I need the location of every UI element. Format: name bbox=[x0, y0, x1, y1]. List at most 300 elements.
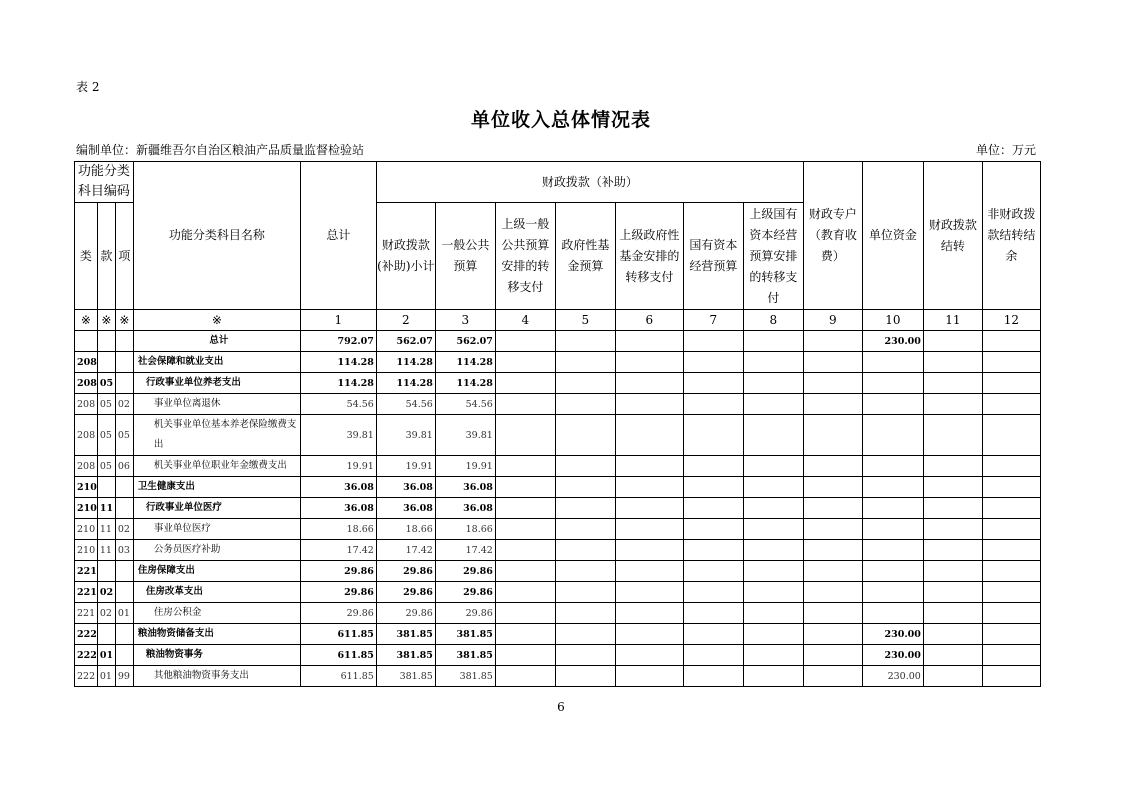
value-cell bbox=[495, 666, 555, 687]
value-cell bbox=[555, 582, 615, 603]
kuan-cell bbox=[97, 624, 115, 645]
total-header: 总计 bbox=[300, 162, 376, 310]
value-cell bbox=[743, 540, 803, 561]
value-cell: 114.28 bbox=[300, 352, 376, 373]
lei-cell: 208 bbox=[75, 394, 98, 415]
lei-cell: 210 bbox=[75, 498, 98, 519]
value-cell: 792.07 bbox=[300, 331, 376, 352]
kuan-cell: 02 bbox=[97, 603, 115, 624]
value-cell: 230.00 bbox=[862, 645, 923, 666]
value-cell bbox=[923, 624, 982, 645]
value-cell bbox=[743, 498, 803, 519]
value-cell: 611.85 bbox=[300, 624, 376, 645]
kuan-cell: 11 bbox=[97, 540, 115, 561]
value-cell bbox=[803, 603, 862, 624]
kuan-cell bbox=[97, 331, 115, 352]
value-cell: 381.85 bbox=[435, 645, 495, 666]
item-name-cell: 机关事业单位基本养老保险缴费支出 bbox=[133, 415, 300, 456]
lei-cell: 221 bbox=[75, 603, 98, 624]
lei-cell: 221 bbox=[75, 561, 98, 582]
lei-cell: 222 bbox=[75, 624, 98, 645]
value-cell bbox=[683, 456, 743, 477]
num-cell: 1 bbox=[300, 310, 376, 331]
num-cell: 8 bbox=[743, 310, 803, 331]
table-row bbox=[75, 645, 1041, 666]
kuan-cell: 05 bbox=[97, 456, 115, 477]
table-row bbox=[75, 456, 1041, 477]
value-cell bbox=[923, 498, 982, 519]
xiang-cell: 02 bbox=[115, 394, 133, 415]
lei-header: 类 bbox=[75, 203, 98, 310]
page-number: 6 bbox=[557, 700, 565, 714]
value-cell bbox=[923, 519, 982, 540]
num-cell: 11 bbox=[923, 310, 982, 331]
value-cell: 39.81 bbox=[376, 415, 435, 456]
value-cell bbox=[683, 519, 743, 540]
value-cell: 54.56 bbox=[300, 394, 376, 415]
col5-header: 政府性基金预算 bbox=[555, 203, 615, 310]
xiang-cell bbox=[115, 561, 133, 582]
table-row bbox=[75, 561, 1041, 582]
value-cell: 114.28 bbox=[435, 373, 495, 394]
col7-header: 国有资本经营预算 bbox=[683, 203, 743, 310]
value-cell bbox=[495, 352, 555, 373]
value-cell bbox=[743, 394, 803, 415]
value-cell bbox=[495, 415, 555, 456]
value-cell bbox=[982, 540, 1040, 561]
value-cell bbox=[982, 582, 1040, 603]
value-cell bbox=[743, 561, 803, 582]
value-cell bbox=[923, 666, 982, 687]
value-cell bbox=[555, 331, 615, 352]
lei-cell: 210 bbox=[75, 477, 98, 498]
value-cell bbox=[615, 561, 683, 582]
value-cell bbox=[803, 456, 862, 477]
value-cell bbox=[743, 352, 803, 373]
xiang-cell bbox=[115, 498, 133, 519]
num-cell: 9 bbox=[803, 310, 862, 331]
value-cell bbox=[803, 561, 862, 582]
value-cell bbox=[683, 624, 743, 645]
value-cell: 230.00 bbox=[862, 624, 923, 645]
value-cell bbox=[683, 352, 743, 373]
xiang-cell bbox=[115, 477, 133, 498]
value-cell: 29.86 bbox=[300, 603, 376, 624]
value-cell bbox=[615, 331, 683, 352]
value-cell bbox=[923, 603, 982, 624]
xiang-cell: 06 bbox=[115, 456, 133, 477]
value-cell bbox=[683, 331, 743, 352]
value-cell bbox=[982, 519, 1040, 540]
value-cell bbox=[803, 624, 862, 645]
value-cell bbox=[803, 394, 862, 415]
value-cell: 39.81 bbox=[300, 415, 376, 456]
num-cell: 3 bbox=[435, 310, 495, 331]
kuan-cell: 02 bbox=[97, 582, 115, 603]
value-cell: 54.56 bbox=[376, 394, 435, 415]
value-cell: 39.81 bbox=[435, 415, 495, 456]
value-cell bbox=[555, 561, 615, 582]
value-cell bbox=[803, 540, 862, 561]
num-cell: ※ bbox=[115, 310, 133, 331]
value-cell bbox=[982, 415, 1040, 456]
value-cell: 230.00 bbox=[862, 666, 923, 687]
value-cell bbox=[555, 477, 615, 498]
value-cell bbox=[982, 394, 1040, 415]
value-cell bbox=[615, 498, 683, 519]
value-cell bbox=[555, 666, 615, 687]
value-cell: 18.66 bbox=[435, 519, 495, 540]
value-cell bbox=[615, 645, 683, 666]
value-cell bbox=[923, 582, 982, 603]
value-cell bbox=[923, 540, 982, 561]
kuan-cell bbox=[97, 561, 115, 582]
item-name-cell: 住房保障支出 bbox=[133, 561, 300, 582]
value-cell bbox=[555, 603, 615, 624]
lei-cell: 222 bbox=[75, 666, 98, 687]
value-cell: 19.91 bbox=[435, 456, 495, 477]
item-name-cell: 粮油物资事务 bbox=[133, 645, 300, 666]
value-cell bbox=[555, 352, 615, 373]
value-cell bbox=[982, 561, 1040, 582]
value-cell bbox=[982, 331, 1040, 352]
value-cell bbox=[615, 477, 683, 498]
col10-header: 单位资金 bbox=[862, 162, 923, 310]
item-name-cell: 事业单位医疗 bbox=[133, 519, 300, 540]
value-cell bbox=[555, 519, 615, 540]
value-cell bbox=[615, 373, 683, 394]
value-cell bbox=[495, 624, 555, 645]
col11-header: 财政拨款结转 bbox=[923, 162, 982, 310]
kuan-cell bbox=[97, 477, 115, 498]
value-cell bbox=[803, 498, 862, 519]
item-name-cell: 住房公积金 bbox=[133, 603, 300, 624]
xiang-cell bbox=[115, 582, 133, 603]
table-row bbox=[75, 394, 1041, 415]
lei-cell: 208 bbox=[75, 352, 98, 373]
value-cell bbox=[743, 582, 803, 603]
value-cell: 17.42 bbox=[376, 540, 435, 561]
value-cell bbox=[683, 498, 743, 519]
value-cell bbox=[982, 456, 1040, 477]
fiscal-group-header: 财政拨款（补助） bbox=[376, 162, 803, 203]
value-cell bbox=[923, 394, 982, 415]
value-cell bbox=[862, 477, 923, 498]
value-cell bbox=[923, 561, 982, 582]
value-cell: 29.86 bbox=[300, 582, 376, 603]
table-row bbox=[75, 373, 1041, 394]
value-cell bbox=[555, 540, 615, 561]
value-cell: 114.28 bbox=[376, 352, 435, 373]
value-cell bbox=[862, 394, 923, 415]
value-cell bbox=[923, 331, 982, 352]
kuan-cell: 01 bbox=[97, 645, 115, 666]
item-name-cell: 公务员医疗补助 bbox=[133, 540, 300, 561]
value-cell bbox=[803, 519, 862, 540]
value-cell bbox=[555, 624, 615, 645]
unit-label: 单位：万元 bbox=[975, 143, 1036, 157]
value-cell bbox=[555, 394, 615, 415]
value-cell: 29.86 bbox=[435, 561, 495, 582]
value-cell bbox=[683, 373, 743, 394]
value-cell bbox=[803, 373, 862, 394]
item-name-cell: 行政事业单位医疗 bbox=[133, 498, 300, 519]
col9-header: 财政专户（教育收费） bbox=[803, 162, 862, 310]
value-cell bbox=[495, 394, 555, 415]
value-cell: 29.86 bbox=[435, 582, 495, 603]
lei-cell: 208 bbox=[75, 415, 98, 456]
value-cell: 36.08 bbox=[435, 477, 495, 498]
lei-cell: 210 bbox=[75, 519, 98, 540]
lei-cell: 208 bbox=[75, 373, 98, 394]
value-cell bbox=[982, 498, 1040, 519]
kuan-cell: 05 bbox=[97, 415, 115, 456]
value-cell bbox=[495, 498, 555, 519]
value-cell: 17.42 bbox=[435, 540, 495, 561]
item-name-cell: 行政事业单位养老支出 bbox=[133, 373, 300, 394]
col6-header: 上级政府性基金安排的转移支付 bbox=[615, 203, 683, 310]
value-cell bbox=[495, 561, 555, 582]
item-name-cell: 其他粮油物资事务支出 bbox=[133, 666, 300, 687]
value-cell bbox=[803, 645, 862, 666]
value-cell bbox=[982, 373, 1040, 394]
code-group-header: 功能分类科目编码 bbox=[75, 162, 134, 203]
col2-header: 财政拨款(补助)小计 bbox=[376, 203, 435, 310]
value-cell bbox=[683, 582, 743, 603]
value-cell bbox=[923, 352, 982, 373]
value-cell bbox=[683, 394, 743, 415]
lei-cell: 222 bbox=[75, 645, 98, 666]
value-cell bbox=[615, 519, 683, 540]
value-cell bbox=[743, 603, 803, 624]
kuan-header: 款 bbox=[97, 203, 115, 310]
num-cell: 2 bbox=[376, 310, 435, 331]
value-cell bbox=[803, 477, 862, 498]
value-cell bbox=[555, 456, 615, 477]
value-cell bbox=[862, 498, 923, 519]
table-row bbox=[75, 603, 1041, 624]
value-cell bbox=[862, 456, 923, 477]
table-row bbox=[75, 498, 1041, 519]
lei-cell: 210 bbox=[75, 540, 98, 561]
value-cell bbox=[495, 331, 555, 352]
value-cell: 18.66 bbox=[376, 519, 435, 540]
value-cell bbox=[862, 540, 923, 561]
value-cell bbox=[923, 456, 982, 477]
value-cell: 29.86 bbox=[435, 603, 495, 624]
kuan-cell: 01 bbox=[97, 666, 115, 687]
value-cell bbox=[923, 415, 982, 456]
value-cell bbox=[683, 477, 743, 498]
value-cell: 29.86 bbox=[376, 582, 435, 603]
value-cell: 36.08 bbox=[435, 498, 495, 519]
item-name-cell: 粮油物资储备支出 bbox=[133, 624, 300, 645]
value-cell: 230.00 bbox=[862, 331, 923, 352]
kuan-cell: 05 bbox=[97, 394, 115, 415]
item-name-cell: 事业单位离退休 bbox=[133, 394, 300, 415]
value-cell: 114.28 bbox=[300, 373, 376, 394]
value-cell: 611.85 bbox=[300, 666, 376, 687]
value-cell bbox=[495, 373, 555, 394]
org-label: 编制单位：新疆维吾尔自治区粮油产品质量监督检验站 bbox=[76, 143, 365, 157]
value-cell bbox=[923, 477, 982, 498]
num-cell: 6 bbox=[615, 310, 683, 331]
income-table bbox=[74, 161, 1041, 687]
xiang-cell bbox=[115, 645, 133, 666]
value-cell: 381.85 bbox=[376, 645, 435, 666]
item-name-cell: 总计 bbox=[133, 331, 300, 352]
value-cell: 381.85 bbox=[376, 666, 435, 687]
value-cell bbox=[615, 456, 683, 477]
xiang-cell bbox=[115, 373, 133, 394]
num-cell: 7 bbox=[683, 310, 743, 331]
value-cell bbox=[862, 373, 923, 394]
num-cell: ※ bbox=[133, 310, 300, 331]
value-cell bbox=[982, 477, 1040, 498]
value-cell bbox=[803, 415, 862, 456]
kuan-cell: 11 bbox=[97, 519, 115, 540]
value-cell: 29.86 bbox=[376, 603, 435, 624]
value-cell bbox=[743, 477, 803, 498]
xiang-cell: 02 bbox=[115, 519, 133, 540]
item-name-cell: 机关事业单位职业年金缴费支出 bbox=[133, 456, 300, 477]
value-cell bbox=[982, 603, 1040, 624]
value-cell bbox=[743, 415, 803, 456]
value-cell bbox=[683, 603, 743, 624]
kuan-cell: 05 bbox=[97, 373, 115, 394]
xiang-cell: 05 bbox=[115, 415, 133, 456]
table-row bbox=[75, 624, 1041, 645]
value-cell: 18.66 bbox=[300, 519, 376, 540]
value-cell bbox=[615, 603, 683, 624]
xiang-cell: 99 bbox=[115, 666, 133, 687]
value-cell: 29.86 bbox=[300, 561, 376, 582]
value-cell bbox=[743, 666, 803, 687]
value-cell bbox=[615, 394, 683, 415]
value-cell: 114.28 bbox=[435, 352, 495, 373]
xiang-header: 项 bbox=[115, 203, 133, 310]
col12-header: 非财政拨款结转结余 bbox=[982, 162, 1040, 310]
value-cell bbox=[803, 582, 862, 603]
value-cell: 381.85 bbox=[376, 624, 435, 645]
value-cell bbox=[495, 540, 555, 561]
value-cell bbox=[982, 666, 1040, 687]
value-cell: 36.08 bbox=[376, 498, 435, 519]
value-cell bbox=[555, 498, 615, 519]
kuan-cell bbox=[97, 352, 115, 373]
item-name-cell: 社会保障和就业支出 bbox=[133, 352, 300, 373]
item-name-cell: 卫生健康支出 bbox=[133, 477, 300, 498]
value-cell bbox=[683, 540, 743, 561]
value-cell bbox=[615, 540, 683, 561]
value-cell: 54.56 bbox=[435, 394, 495, 415]
value-cell bbox=[862, 582, 923, 603]
table-label: 表 2 bbox=[76, 80, 100, 94]
value-cell bbox=[495, 582, 555, 603]
value-cell bbox=[615, 415, 683, 456]
xiang-cell bbox=[115, 352, 133, 373]
value-cell bbox=[683, 561, 743, 582]
value-cell bbox=[862, 519, 923, 540]
num-cell: ※ bbox=[97, 310, 115, 331]
value-cell bbox=[743, 519, 803, 540]
col3-header: 一般公共预算 bbox=[435, 203, 495, 310]
lei-cell bbox=[75, 331, 98, 352]
value-cell bbox=[683, 666, 743, 687]
value-cell: 381.85 bbox=[435, 666, 495, 687]
num-cell: 4 bbox=[495, 310, 555, 331]
lei-cell: 208 bbox=[75, 456, 98, 477]
value-cell: 36.08 bbox=[300, 498, 376, 519]
value-cell: 29.86 bbox=[376, 561, 435, 582]
num-cell: 12 bbox=[982, 310, 1040, 331]
table-row bbox=[75, 415, 1041, 456]
table-row bbox=[75, 519, 1041, 540]
value-cell bbox=[615, 666, 683, 687]
name-header: 功能分类科目名称 bbox=[133, 162, 300, 310]
kuan-cell: 11 bbox=[97, 498, 115, 519]
value-cell bbox=[495, 603, 555, 624]
xiang-cell bbox=[115, 331, 133, 352]
value-cell bbox=[743, 373, 803, 394]
table-row bbox=[75, 666, 1041, 687]
value-cell bbox=[495, 519, 555, 540]
value-cell bbox=[615, 624, 683, 645]
value-cell: 611.85 bbox=[300, 645, 376, 666]
num-cell: ※ bbox=[75, 310, 98, 331]
value-cell: 36.08 bbox=[376, 477, 435, 498]
value-cell bbox=[743, 645, 803, 666]
value-cell: 114.28 bbox=[376, 373, 435, 394]
value-cell bbox=[743, 456, 803, 477]
xiang-cell: 03 bbox=[115, 540, 133, 561]
value-cell bbox=[555, 415, 615, 456]
value-cell bbox=[683, 415, 743, 456]
value-cell bbox=[683, 645, 743, 666]
value-cell: 19.91 bbox=[376, 456, 435, 477]
value-cell bbox=[495, 456, 555, 477]
value-cell bbox=[982, 624, 1040, 645]
page-title: 单位收入总体情况表 bbox=[470, 109, 651, 131]
value-cell bbox=[803, 666, 862, 687]
value-cell bbox=[803, 352, 862, 373]
value-cell: 36.08 bbox=[300, 477, 376, 498]
value-cell bbox=[862, 603, 923, 624]
value-cell: 381.85 bbox=[435, 624, 495, 645]
value-cell bbox=[862, 415, 923, 456]
value-cell: 17.42 bbox=[300, 540, 376, 561]
col8-header: 上级国有资本经营预算安排的转移支付 bbox=[743, 203, 803, 310]
value-cell bbox=[495, 645, 555, 666]
lei-cell: 221 bbox=[75, 582, 98, 603]
value-cell: 562.07 bbox=[435, 331, 495, 352]
value-cell bbox=[862, 561, 923, 582]
value-cell bbox=[495, 477, 555, 498]
value-cell bbox=[982, 352, 1040, 373]
value-cell: 562.07 bbox=[376, 331, 435, 352]
value-cell bbox=[982, 645, 1040, 666]
value-cell bbox=[615, 352, 683, 373]
value-cell: 19.91 bbox=[300, 456, 376, 477]
value-cell bbox=[923, 645, 982, 666]
table-row bbox=[75, 477, 1041, 498]
value-cell bbox=[923, 373, 982, 394]
value-cell bbox=[555, 645, 615, 666]
value-cell bbox=[743, 331, 803, 352]
xiang-cell bbox=[115, 624, 133, 645]
col4-header: 上级一般公共预算安排的转移支付 bbox=[495, 203, 555, 310]
value-cell bbox=[862, 352, 923, 373]
